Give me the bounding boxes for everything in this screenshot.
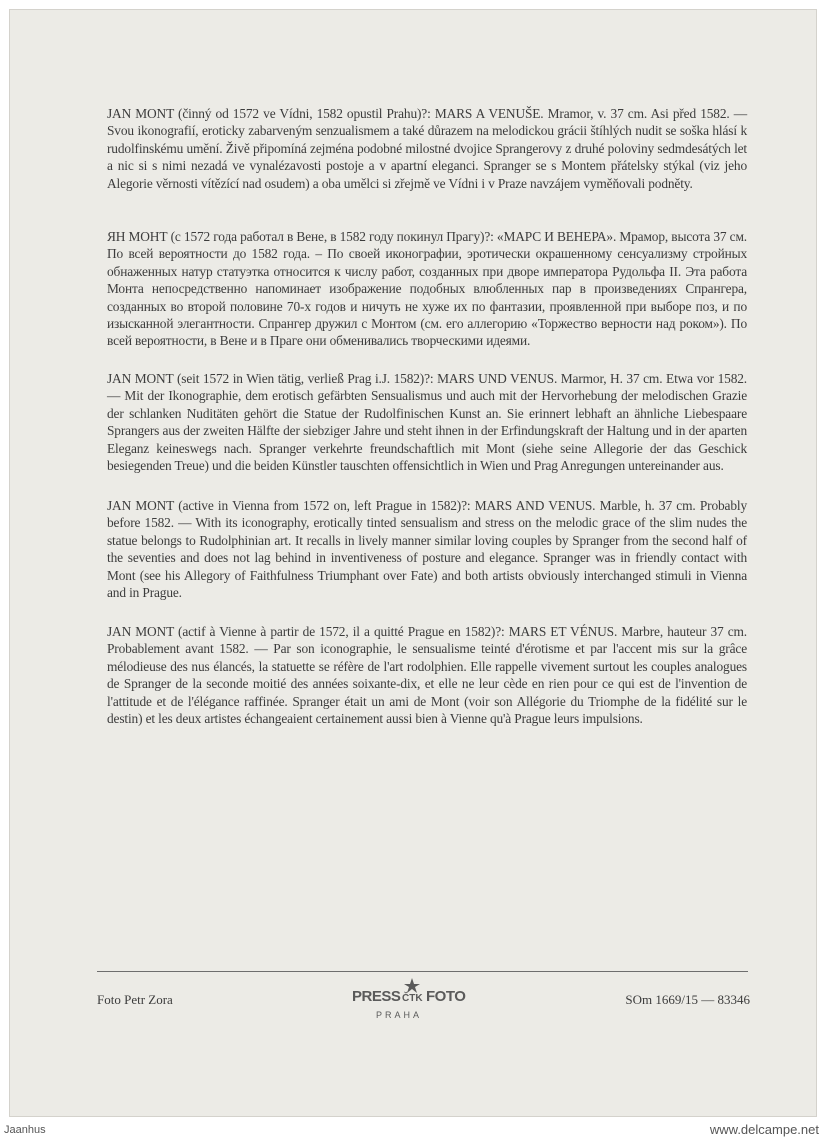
seller-watermark: Jaanhus (4, 1124, 46, 1136)
star-icon (404, 978, 420, 993)
site-watermark[interactable]: www.delcampe.net (709, 1122, 819, 1137)
description-czech: JAN MONT (činný od 1572 ve Vídni, 1582 opustil Prahu)?: MARS A VENUŠE. Mramor, v. 37 cm. Asi před 1582. — Svou ikonografií, eroticky zabarveným senzualismem a také důrazem na melodickou grácii štíhlých nudit se soška hlásí k rudolfinskému umění. Živě připomíná zejména podobné milostné dvojice Sprangerovy z druhé poloviny sedmdesátých let a nic si s nimi nezadá ve vynalézavosti postoje a v apartní eleganci. Spranger se s Montem přátelsky stýkal (viz jeho Alegorie věrnosti vítězící nad osudem) a oba umělci si zřejmě ve Vídni i v Praze navzájem vyměňovali podněty. (107, 106, 747, 191)
catalog-number: SOm 1669/15 — 83346 (625, 992, 750, 1007)
svg-text:FOTO: FOTO (426, 988, 466, 1005)
svg-text:PRESS: PRESS (352, 988, 401, 1005)
pressfoto-logo (350, 975, 480, 1025)
description-german: JAN MONT (seit 1572 in Wien tätig, verließ Prag i.J. 1582)?: MARS UND VENUS. Marmor, H. 37 cm. Etwa vor 1582. — Mit der Ikonographie, dem erotisch gefärbten Sensualismus und auch mit der Hervorhebung der melodischen Grazie der schlanken Nuditäten gehört die Statue der Rudolfinischen Kunst an. Sie erinnert lebhaft an ähnliche Liebespaare Sprangers aus der zweiten Hälfte der siebziger Jahre und steht ihnen in der Erfindungskraft der Haltung und in der aparten Eleganz keineswegs nach. Spranger verkehrte freundschaftlich mit Mont (siehe seine Allegorie der das Geschick besiegenden Treue) und die beiden Künstler tauschten offensichtlich in Wien und Prag Anregungen untereinander aus. (107, 371, 747, 474)
description-russian: ЯН МОНТ (с 1572 года работал в Вене, в 1582 году покинул Прагу)?: «МАРС И ВЕНЕРА». Мрамор, высота 37 см. По всей вероятности до 1582 года. – По своей иконографии, эротически окрашенному сенсуализму стройных обнаженных натур статуэтка относится к числу работ, созданных при дворе императора Рудольфа II. Эта работа Монта непосредственно напоминает изображение подобных влюбленных пар в произведениях Спрангера, созданных во второй половине 70-х годов и ничуть не хуже их по фантазии, проявленной при выборе поз, и по изысканной элегантности. Спрангер дружил с Монтом (см. его аллегорию «Торжество верности над роком»). По всей вероятности, в Вене и в Праге они обменивались творческими идеями. (107, 229, 747, 349)
photo-credit: Foto Petr Zora (97, 992, 173, 1007)
footer-divider (97, 971, 748, 972)
description-english: JAN MONT (active in Vienna from 1572 on, left Prague in 1582)?: MARS AND VENUS. Marble, h. 37 cm. Probably before 1582. — With its iconography, erotically tinted sensualism and stress on the melodic grace of the slim nudes the statue belongs to Rudolphinian art. It recalls in lively manner similar loving couples by Spranger from the second half of the seventies and does not lag behind in inventiveness of posture and elegance. Spranger was in friendly contact with Mont (see his Allegory of Faithfulness Triumphant over Fate) and both artists obviously interchanged stimuli in Vienna and in Prague. (107, 498, 747, 601)
description-french: JAN MONT (actif à Vienne à partir de 1572, il a quitté Prague en 1582)?: MARS ET VÉNUS. Marbre, hauteur 37 cm. Probablement avant 1582. — Par son iconographie, le sensualisme teinté d'érotisme et par l'accent mis sur la grâce mélodieuse des nus élancés, la statuette se réfère de l'art rodolphien. Elle rappelle vivement surtout les couples analogues de Spranger de la seconde moitié des années soixante-dix, et elle ne leur cède en rien pour ce qui est de l'invention de l'attitude et de l'élégance raffinée. Spranger était un ami de Mont (voir son Allégorie du Triomphe de la fidélité sur le destin) et les deux artistes échangeaient certainement aussi bien à Vienne qu'à Prague leurs impulsions. (107, 624, 747, 727)
publisher-mark: ČTK (402, 993, 423, 1004)
publisher-city: PRAHA (376, 1010, 423, 1020)
